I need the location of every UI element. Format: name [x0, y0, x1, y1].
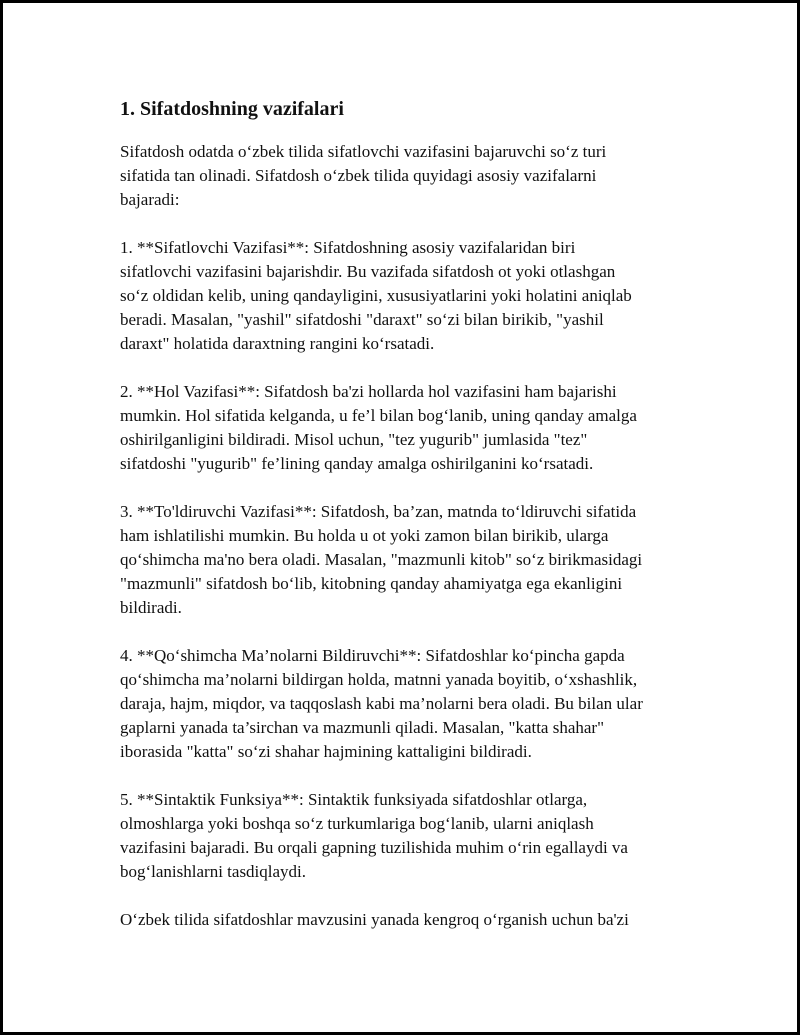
text-line: beradi. Masalan, "yashil" sifatdoshi "daraxt" so‘zi bilan birikib, "yashil [120, 310, 604, 329]
text-line: 5. **Sintaktik Funksiya**: Sintaktik funksiyada sifatdoshlar otlarga, [120, 790, 588, 809]
text-line: daraxt" holatida daraxtning rangini ko‘rsatadi. [120, 334, 435, 353]
text-line: mumkin. Hol sifatida kelganda, u fe’l bilan bog‘lanib, uning qanday amalga [120, 406, 637, 425]
text-line: qo‘shimcha ma'no bera oladi. Masalan, "mazmunli kitob" so‘z birikmasidagi [120, 550, 643, 569]
document-body [120, 95, 700, 956]
text-line: so‘z oldidan kelib, uning qandayligini, xususiyatlarini yoki holatini aniqlab [120, 286, 632, 305]
text-line: bajaradi: [120, 190, 180, 209]
text-line: daraja, hajm, miqdor, va taqqoslash kabi ma’nolarni bera oladi. Bu bilan ular [120, 694, 643, 713]
page-title: 1. Sifatdoshning vazifalari [120, 98, 344, 120]
text-line: sifatlovchi vazifasini bajarishdir. Bu vazifada sifatdosh ot yoki otlashgan [120, 262, 616, 281]
text-line: 3. **To'ldiruvchi Vazifasi**: Sifatdosh, ba’zan, matnda to‘ldiruvchi sifatida [120, 502, 637, 521]
list-item-sifatlovchi [120, 236, 700, 356]
text-line: sifatida tan olinadi. Sifatdosh o‘zbek tilida quyidagi asosiy vazifalarni [120, 166, 597, 185]
text-line: bog‘lanishlarni tasdiqlaydi. [120, 862, 307, 881]
text-line: oshirilganligini bildiradi. Misol uchun, "tez yugurib" jumlasida "tez" [120, 430, 588, 449]
closing-paragraph [120, 908, 700, 932]
text-line: Sifatdosh odatda o‘zbek tilida sifatlovchi vazifasini bajaruvchi so‘z turi [120, 142, 607, 161]
text-line: O‘zbek tilida sifatdoshlar mavzusini yanada kengroq o‘rganish uchun ba'zi [120, 910, 629, 929]
text-line: sifatdoshi "yugurib" fe’lining qanday amalga oshirilganini ko‘rsatadi. [120, 454, 594, 473]
intro-paragraph [120, 140, 700, 212]
text-line: 2. **Hol Vazifasi**: Sifatdosh ba'zi hollarda hol vazifasini ham bajarishi [120, 382, 617, 401]
list-item-sintaktik [120, 788, 700, 884]
text-line: qo‘shimcha ma’nolarni bildirgan holda, matnni yanada boyitib, o‘xshashlik, [120, 670, 638, 689]
text-line: gaplarni yanada ta’sirchan va mazmunli qiladi. Masalan, "katta shahar" [120, 718, 605, 737]
list-item-qoshimcha-manolar [120, 644, 700, 764]
text-line: bildiradi. [120, 598, 182, 617]
list-item-toldiruvchi [120, 500, 700, 620]
text-line: 1. **Sifatlovchi Vazifasi**: Sifatdoshning asosiy vazifalaridan biri [120, 238, 576, 257]
text-line: olmoshlarga yoki boshqa so‘z turkumlariga bog‘lanib, ularni aniqlash [120, 814, 594, 833]
text-line: 4. **Qo‘shimcha Ma’nolarni Bildiruvchi**: Sifatdoshlar ko‘pincha gapda [120, 646, 625, 665]
text-line: vazifasini bajaradi. Bu orqali gapning tuzilishida muhim o‘rin egallaydi va [120, 838, 628, 857]
text-line: iborasida "katta" so‘zi shahar hajmining kattaligini bildiradi. [120, 742, 532, 761]
list-item-hol [120, 380, 700, 476]
text-line: ham ishlatilishi mumkin. Bu holda u ot yoki zamon bilan birikib, ularga [120, 526, 609, 545]
text-line: "mazmunli" sifatdosh bo‘lib, kitobning qanday ahamiyatga ega ekanligini [120, 574, 623, 593]
